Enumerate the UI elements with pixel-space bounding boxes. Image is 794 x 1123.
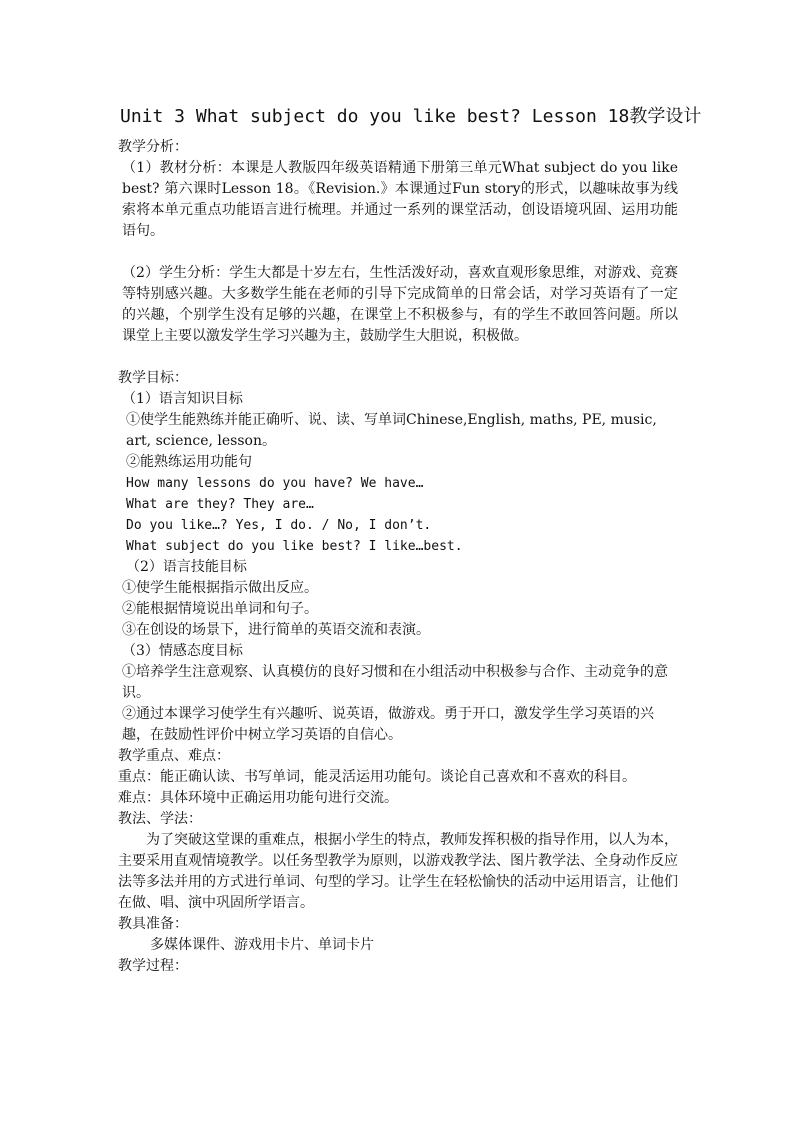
difficult-point-text: 难点：具体环境中正确运用功能句进行交流。 <box>118 790 398 806</box>
knowledge-objective-2: ②能熟练运用功能句 <box>126 454 252 470</box>
skills-objectives-heading: （2）语言技能目标 <box>126 559 247 575</box>
tools-heading: 教具准备： <box>118 916 188 932</box>
function-sentence: Do you like…? Yes, I do. / No, I don’t. <box>126 518 432 533</box>
key-points-heading: 教学重点、难点： <box>118 748 230 764</box>
document-title: Unit 3 What subject do you like best? Lesson 18教学设计 <box>120 106 702 127</box>
process-heading: 教学过程： <box>118 958 188 974</box>
skill-objective: ③在创设的场景下，进行简单的英语交流和表演。 <box>122 622 430 638</box>
objectives-heading: 教学目标： <box>118 370 188 386</box>
document-body <box>118 137 683 977</box>
skill-objective: ②能根据情境说出单词和句子。 <box>122 601 318 617</box>
key-point-text: 重点：能正确认读、书写单词，能灵活运用功能句。谈论自己喜欢和不喜欢的科目。 <box>118 769 636 785</box>
attitude-objective-1: ①培养学生注意观察、认真模仿的良好习惯和在小组活动中积极参与合作、主动竞争的意识。 <box>122 664 668 701</box>
tools-text: 多媒体课件、游戏用卡片、单词卡片 <box>150 937 374 953</box>
skill-objective: ①使学生能根据指示做出反应。 <box>122 580 318 596</box>
knowledge-objectives-heading: （1）语言知识目标 <box>122 391 243 407</box>
spacer <box>118 347 678 368</box>
attitude-objectives-heading: （3）情感态度目标 <box>122 643 243 659</box>
methods-heading: 教法、学法： <box>118 811 202 827</box>
function-sentence: How many lessons do you have? We have… <box>126 476 424 491</box>
material-analysis-paragraph: （1）教材分析：本课是人教版四年级英语精通下册第三单元What subject do you like best? 第六课时Lesson 18。《Revision.》本课通过Fun story的形式，以趣味故事为线索将本单元重点功能语言进行梳理。并通过一系列的课堂活动，创设语境巩固、运用功能语句。 <box>122 160 683 239</box>
function-sentence: What subject do you like best? I like…best. <box>126 539 463 554</box>
knowledge-objective-1: ①使学生能熟练并能正确听、说、读、写单词Chinese,English, maths, PE, music, art, science, lesson。 <box>126 412 662 449</box>
student-analysis-paragraph: （2）学生分析：学生大都是十岁左右，生性活泼好动，喜欢直观形象思维，对游戏、竞赛等特别感兴趣。大多数学生能在老师的引导下完成简单的日常会话，对学习英语有了一定的兴趣，个别学生没有足够的兴趣，在课堂上不积极参与，有的学生不敢回答问题。所以课堂上主要以激发学生学习兴趣为主，鼓励学生大胆说，积极做。 <box>122 265 678 344</box>
analysis-heading: 教学分析： <box>118 139 188 155</box>
methods-paragraph: 为了突破这堂课的重难点，根据小学生的特点，教师发挥积极的指导作用，以人为本，主要采用直观情境教学。以任务型教学为原则，以游戏教学法、图片教学法、全身动作反应法等多法并用的方式进行单词、句型的学习。让学生在轻松愉快的活动中运用语言，让他们在做、唱、演中巩固所学语言。 <box>118 832 678 911</box>
spacer <box>118 242 678 263</box>
function-sentence: What are they? They are… <box>126 497 314 512</box>
attitude-objective-2: ②通过本课学习使学生有兴趣听、说英语，做游戏。勇于开口，激发学生学习英语的兴趣，在鼓励性评价中树立学习英语的自信心。 <box>122 706 654 743</box>
